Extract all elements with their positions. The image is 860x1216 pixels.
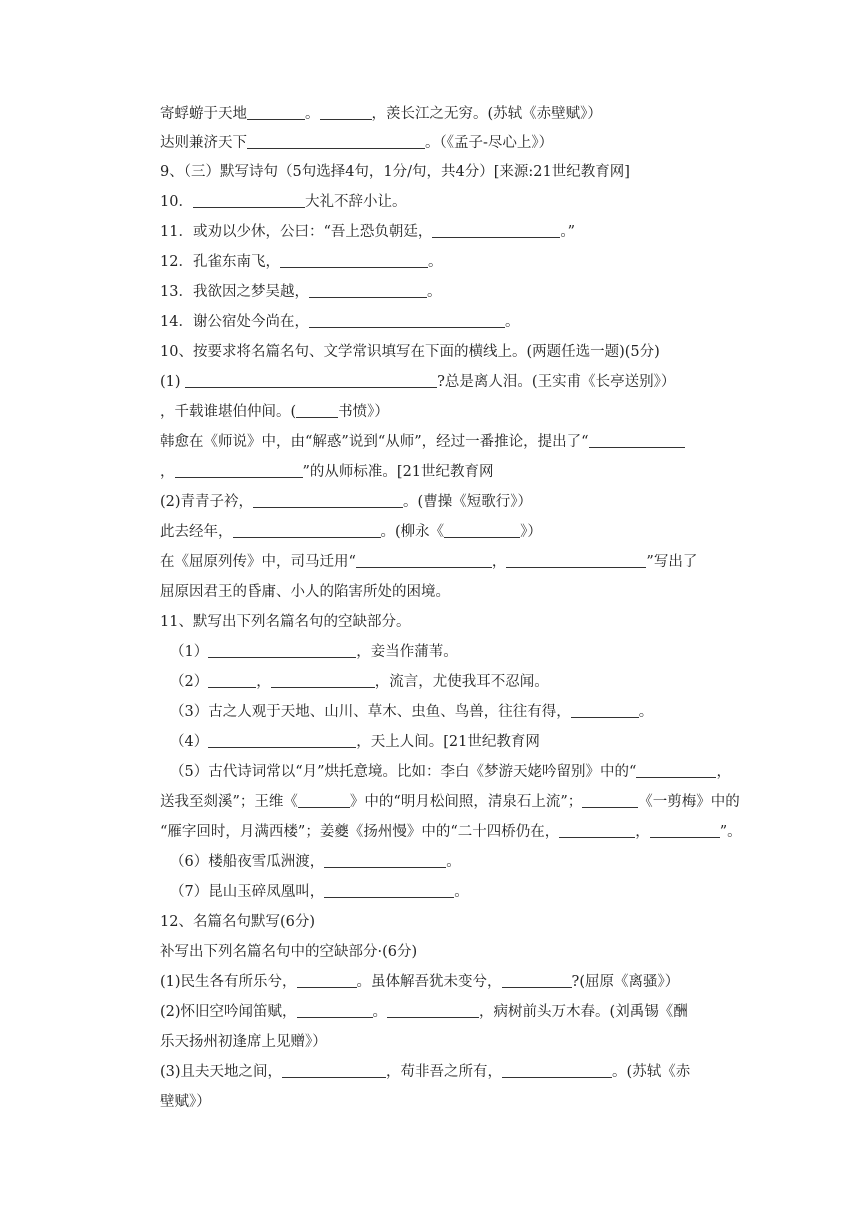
line-text: ”的从师标准。[21世纪教育网 (302, 464, 494, 480)
answer-blank[interactable] (185, 373, 437, 388)
line-text: 。 (454, 884, 469, 900)
line-text: ，羡长江之无穷。(苏轼《赤壁赋》） (371, 106, 602, 122)
answer-blank[interactable] (650, 823, 720, 838)
text-line (170, 642, 458, 662)
answer-blank[interactable] (309, 313, 505, 328)
line-text: ，病树前头万木春。(刘禹锡《酬 (479, 1004, 688, 1020)
line-text: (2)怀旧空吟闻笛赋， (160, 1004, 297, 1020)
line-text: 在《屈原列传》中，司马迁用“ (160, 554, 356, 570)
answer-blank[interactable] (175, 463, 303, 478)
answer-blank[interactable] (320, 105, 372, 120)
text-line: 壁赋》） (160, 1094, 211, 1110)
text-line (160, 192, 406, 212)
item-number: 10． (160, 194, 193, 210)
line-text: （3）古之人观于天地、山川、草木、虫鱼、鸟兽，往往有得， (170, 704, 571, 720)
line-text: ， (491, 554, 507, 570)
text-line (170, 882, 469, 902)
answer-blank[interactable] (309, 283, 427, 298)
answer-blank[interactable] (506, 553, 646, 568)
line-text: （1） (170, 644, 209, 660)
line-text: 。 (426, 284, 442, 300)
question-heading: 10、按要求将名篇名句、文学常识填写在下面的横线上。(两题任选一题)(5分) (160, 344, 660, 360)
text-line (160, 252, 442, 272)
answer-blank[interactable] (324, 853, 446, 868)
text-line (170, 762, 731, 782)
answer-blank[interactable] (387, 1003, 479, 1018)
line-text: ?(屈原《离骚》） (571, 974, 680, 990)
text-line (160, 972, 679, 992)
text-line (160, 822, 742, 842)
line-text: ”写出了 (646, 554, 698, 570)
line-text: 。 (427, 254, 443, 270)
line-text: 。(苏轼《赤 (612, 1064, 691, 1080)
line-text: (1)民生各有所乐兮， (160, 974, 297, 990)
text-line (160, 104, 602, 124)
text-line (170, 852, 461, 872)
question-heading: 12、名篇名句默写(6分) (160, 914, 315, 930)
text-line: 乐天扬州初逢席上见赠》） (160, 1034, 327, 1050)
line-text: 。 (638, 704, 654, 720)
line-text: 韩愈在《师说》中，由“解惑”说到“从师”，经过一番推论，提出了“ (160, 434, 589, 450)
line-text: ?总是离人泪。(王实甫《长亭送别》） (437, 374, 676, 390)
text-line (160, 1002, 688, 1022)
text-line (160, 492, 532, 512)
answer-blank[interactable] (208, 733, 356, 748)
line-text: “雁字回时，月满西楼”；姜夔《扬州慢》中的“二十四桥仍在， (160, 824, 560, 840)
line-text: (1) (160, 374, 181, 390)
line-text: 12．孔雀东南飞， (160, 254, 280, 270)
line-text: 。 (305, 106, 320, 122)
answer-blank[interactable] (444, 523, 520, 538)
answer-blank[interactable] (282, 1063, 386, 1078)
question-heading: 11、默写出下列名篇名句的空缺部分。 (160, 614, 411, 630)
line-text: 》中的“明月松间照，清泉石上流”； (349, 794, 583, 810)
line-text: 。(曹操《短歌行》） (403, 494, 532, 510)
text-line (170, 672, 549, 692)
text-line (160, 432, 685, 452)
line-text: ，流言，尤使我耳不忍闻。 (374, 674, 549, 690)
line-text: ， (256, 674, 271, 690)
answer-blank[interactable] (208, 643, 356, 658)
question-heading: 9、（三）默写诗句（5句选择4句，1分/句，共4分）[来源:21世纪教育网] (160, 164, 630, 180)
line-text: 14．谢公宿处今尚在， (160, 314, 309, 330)
line-text: ， (635, 824, 650, 840)
answer-blank[interactable] (502, 1063, 612, 1078)
line-text: 11．或劝以少休，公曰：“吾上恐负朝廷， (160, 224, 433, 240)
answer-blank[interactable] (233, 523, 381, 538)
line-text: 此去经年， (160, 524, 233, 540)
line-text: ，苟非吾之所有， (386, 1064, 503, 1080)
answer-blank[interactable] (297, 1003, 373, 1018)
line-text: 13．我欲因之梦吴越， (160, 284, 309, 300)
text-line (170, 732, 540, 752)
text-line: 屈原因君王的昏庸、小人的陷害所处的困境。 (160, 584, 450, 600)
line-text: ， (160, 464, 175, 480)
answer-blank[interactable] (502, 973, 572, 988)
answer-blank[interactable] (559, 823, 635, 838)
answer-blank[interactable] (636, 763, 716, 778)
answer-blank[interactable] (253, 493, 403, 508)
line-text: 寄蜉蝣于天地 (160, 106, 247, 122)
text-line (160, 222, 575, 242)
line-text: 》） (520, 524, 542, 540)
answer-blank[interactable] (432, 223, 560, 238)
answer-blank[interactable] (271, 673, 375, 688)
line-text: (3)且夫天地之间， (160, 1064, 283, 1080)
line-text: 送我至剡溪”；王维《 (160, 794, 298, 810)
line-text: （7）昆山玉碎凤凰叫， (170, 884, 325, 900)
text-line (160, 522, 542, 542)
answer-blank[interactable] (247, 134, 425, 149)
line-text: 。（《孟子-尽心上》） (425, 135, 554, 151)
text-line (160, 133, 553, 153)
line-text: ，千载谁堪伯仲间。( (160, 404, 297, 420)
text-line (160, 1062, 690, 1082)
answer-blank[interactable] (589, 433, 685, 448)
line-text: 。(柳永《 (380, 524, 445, 540)
text-line (170, 702, 653, 722)
line-text: (2)青青子衿， (160, 494, 254, 510)
answer-blank[interactable] (298, 793, 350, 808)
line-text: 。 (504, 314, 520, 330)
text-line (160, 282, 441, 302)
line-text: （6）楼船夜雪瓜洲渡， (170, 854, 325, 870)
answer-blank[interactable] (582, 793, 638, 808)
line-text: 书愤》） (338, 404, 389, 420)
line-text: 达则兼济天下 (160, 135, 247, 151)
line-text: 。虽体解吾犹未变兮， (356, 974, 502, 990)
answer-blank[interactable] (193, 193, 305, 208)
line-text: 。 (446, 854, 461, 870)
line-text: （2） (170, 674, 209, 690)
answer-blank[interactable] (296, 403, 338, 418)
answer-blank[interactable] (571, 703, 639, 718)
answer-blank[interactable] (280, 253, 428, 268)
text-line (160, 552, 697, 572)
text-line: 补写出下列名篇名句中的空缺部分·(6分) (160, 944, 418, 960)
line-text: 。” (560, 224, 576, 240)
line-text: 大礼不辞小让。 (304, 194, 407, 210)
answer-blank[interactable] (297, 973, 357, 988)
line-text: （5）古代诗词常以“月”烘托意境。比如：李白《梦游天姥吟留别》中的“ (170, 764, 637, 780)
text-line (160, 792, 740, 812)
line-text: 《一剪梅》中的 (638, 794, 740, 810)
line-text: ，妾当作蒲苇。 (356, 644, 458, 660)
answer-blank[interactable] (247, 105, 305, 120)
text-line (160, 462, 494, 482)
text-line (160, 372, 675, 392)
line-text: ”。 (719, 824, 742, 840)
text-line (160, 402, 389, 422)
line-text: ，天上人间。[21世纪教育网 (356, 734, 540, 750)
line-text: ， (716, 764, 731, 780)
answer-blank[interactable] (208, 673, 256, 688)
answer-blank[interactable] (356, 553, 492, 568)
line-text: 。 (372, 1004, 388, 1020)
line-text: （4） (170, 734, 209, 750)
text-line (160, 312, 519, 332)
answer-blank[interactable] (324, 883, 454, 898)
